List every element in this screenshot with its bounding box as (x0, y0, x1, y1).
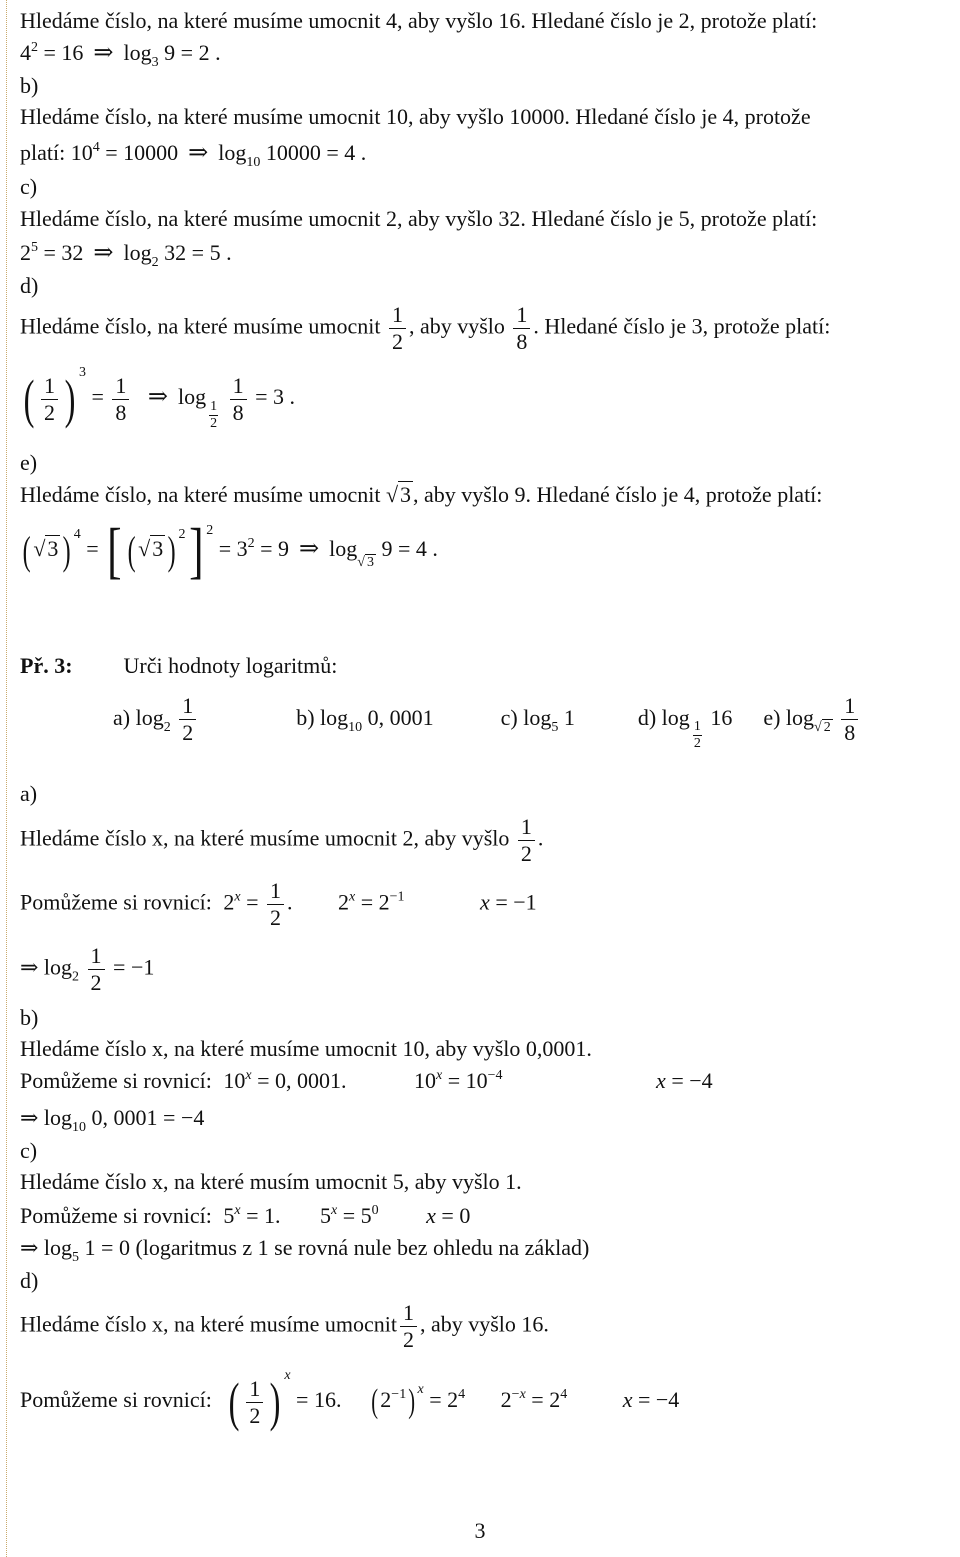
formula-a: $4^2 = 16$ ⇒ $\log_3 9 = 2$ . (20, 40, 221, 70)
solution-c-result: ⇒ $\log_5 1 = 0$ (logaritmus z 1 se rovná nule bez ohledu na základ) (20, 1235, 590, 1265)
task-header (20, 653, 337, 679)
solution-a-result: ⇒ $\log_2$ $\frac{1}{2}$ = −1 (20, 943, 155, 995)
plati-label: platí: (20, 140, 66, 165)
solution-b-equation: Pomůžeme si rovnicí: $10^x = 0$, 0001. $10^x = 10^{-4}$ x = −4 (20, 1068, 713, 1093)
task-item-d: d) log $\frac{1}{2}$ 16 (637, 704, 733, 751)
solution-label-a: a) (20, 781, 38, 806)
paragraph-b-text: Hledáme číslo, na které musíme umocnit 10, aby vyšlo 10000. Hledané číslo je 4, protože (20, 104, 811, 129)
solution-d-text: Hledáme číslo x, na které musíme umocnit $\frac{1}{2}$ , aby vyšlo 16. (20, 1300, 549, 1352)
formula-b: platí: $10^4 = 10000$ ⇒ $\log_{10} 10000 = 4$ . (20, 140, 367, 170)
task-item-a: a) $\log_2$ $\frac{1}{2}$ (113, 705, 199, 730)
paragraph-c-text: Hledáme číslo, na které musíme umocnit 2, aby vyšlo 32. Hledané číslo je 5, protože platí: (20, 206, 818, 231)
task-title: Urči hodnoty logaritmů: (123, 653, 338, 678)
solution-label-c: c) (20, 1138, 38, 1163)
solution-d-equation: Pomůžeme si rovnicí: ( $\frac{1}{2}$ ) $^x$ = 16. ( $2^{-1}$) $^x = 2^4$ $2^{-x} = 2^4$ x = −4 (20, 1368, 680, 1432)
label-d: d) (20, 273, 39, 298)
task-item-e: e) $\log_{√ 2}$ $\frac{1}{8}$ (763, 705, 861, 730)
solution-a-text: Hledáme číslo x, na které musíme umocnit 2, aby vyšlo $\frac{1}{2}$ . (20, 814, 544, 866)
solution-c-text: Hledáme číslo x, na které musím umocnit 5, aby vyšlo 1. (20, 1169, 522, 1194)
paragraph-d-text (20, 302, 830, 355)
task-item-c: c) $\log_5 1$ (500, 704, 575, 735)
solution-label-b: b) (20, 1005, 39, 1030)
solution-c-note: (logaritmus z 1 se rovná nule bez ohledu na základ) (135, 1235, 590, 1260)
solution-b-text: Hledáme číslo x, na které musíme umocnit 10, aby vyšlo 0,0001. (20, 1036, 592, 1061)
paragraph-d-part2: , aby vyšlo (408, 313, 505, 339)
paragraph-e-part1: Hledáme číslo, na které musíme umocnit (20, 482, 381, 507)
formula-d: ( $\frac{1}{2}$ ) $^3$ = $\frac{1}{8}$ ⇒ log $\frac{1}{2}$ $\frac{1}{8}$ = 3 . (23, 365, 296, 431)
help-label-d: Pomůžeme si rovnicí: (20, 1387, 212, 1413)
fraction-one-eighth: $\frac{1}{8}$ (513, 302, 530, 355)
solution-b-result: ⇒ $\log_{10} 0$, 0001 = −4 (20, 1105, 205, 1135)
paragraph-d-part1: Hledáme číslo, na které musíme umocnit (20, 313, 381, 339)
label-c: c) (20, 174, 38, 199)
fraction-one-half: $\frac{1}{2}$ (389, 302, 406, 355)
task-label: Př. 3: (20, 653, 73, 678)
help-label-b: Pomůžeme si rovnicí: (20, 1068, 212, 1093)
page-number: 3 (474, 1518, 486, 1543)
paragraph-e-part3: . Hledané číslo je 4, protože platí: (525, 482, 823, 507)
solution-label-d: d) (20, 1268, 39, 1293)
paragraph-e-part2: , aby vyšlo (413, 482, 509, 507)
task-item-b: b) $\log_{10} 0$, 0001 (296, 704, 434, 735)
label-b: b) (20, 73, 39, 98)
solution-c-equation: Pomůžeme si rovnicí: $5^x = 1$. $5^x = 5^0$ x = 0 (20, 1203, 471, 1228)
margin-rule (6, 0, 7, 1557)
formula-c: $2^5 = 32$ ⇒ $\log_2 32 = 5$ . (20, 240, 232, 270)
task-items (113, 693, 861, 752)
solution-a-equation: Pomůžeme si rovnicí: $2^x$ = $\frac{1}{2}$ . $2^x = 2^{-1}$ x = −1 (20, 878, 537, 930)
paragraph-a-text: Hledáme číslo, na které musíme umocnit 4, aby vyšlo 16. Hledané číslo je 2, protože platí: (20, 8, 818, 33)
formula-e: ( √3 ) $^4$ = [ ( √3 ) $^2$] $^2 = 3^2 = 9$ ⇒ $\log_{√ 3} 9 = 4$ . (22, 517, 438, 585)
help-label-c: Pomůžeme si rovnicí: (20, 1203, 212, 1228)
help-label-a: Pomůžeme si rovnicí: (20, 889, 212, 915)
paragraph-e-text: Hledáme číslo, na které musíme umocnit √3, aby vyšlo 9. Hledané číslo je 4, protože platí: (20, 482, 823, 507)
paragraph-d-part3: . Hledané číslo je 3, protože platí: (533, 313, 831, 339)
label-e: e) (20, 450, 38, 475)
